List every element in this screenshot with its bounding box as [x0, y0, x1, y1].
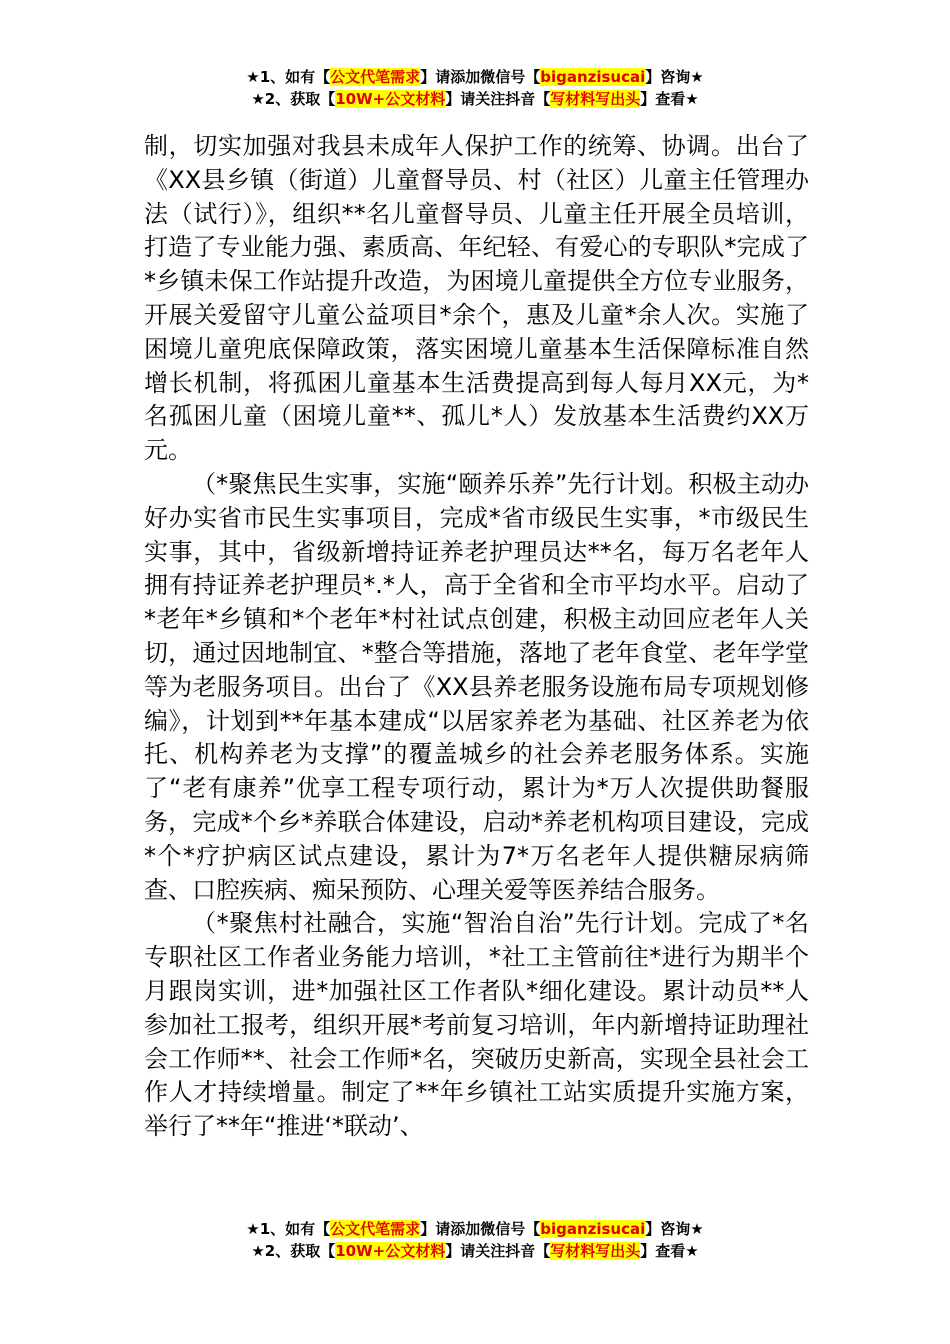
banner-text: ★1、如有【	[246, 1220, 331, 1238]
banner-highlight: 公文代笔需求	[330, 1220, 421, 1238]
banner-text: 】咨询★	[645, 1220, 704, 1238]
banner-text: 】查看★	[640, 1242, 699, 1260]
banner-line-1	[0, 1218, 950, 1240]
banner-line-2	[0, 88, 950, 110]
document-body	[144, 130, 809, 1144]
banner-highlight: 写材料写出头	[550, 90, 641, 108]
banner-highlight: 公文代笔需求	[330, 68, 421, 86]
banner-text: 】请添加微信号【	[420, 68, 541, 86]
banner-text: ★1、如有【	[246, 68, 331, 86]
banner-highlight: 写材料写出头	[550, 1242, 641, 1260]
paragraph: （*聚焦村社融合，实施“智治自治”先行计划。完成了*名专职社区工作者业务能力培训，*社工主管前往*进行为期半个月跟岗实训，进*加强社区工作者队*细化建设。累计动员**人参加社工报考，组织开展*考前复习培训，年内新增持证助理社会工作师**、社会工作师*名，突破历史新高，实现全县社会工作人才持续增量。制定了**年乡镇社工站实质提升实施方案，举行了**年“推进‘*联动’、	[144, 909, 809, 1141]
banner-text: 】查看★	[640, 90, 699, 108]
banner-highlight: biganzisucai	[540, 1220, 646, 1238]
banner-line-1	[0, 66, 950, 88]
banner-text: 】请关注抖音【	[445, 90, 551, 108]
paragraph: （*聚焦民生实事，实施“颐养乐养”先行计划。积极主动办好办实省市民生实事项目，完成*省市级民生实事，*市级民生实事，其中，省级新增持证养老护理员达**名，每万名老年人拥有持证养老护理员*.*人，高于全省和全市平均水平。启动了*老年*乡镇和*个老年*村社试点创建，积极主动回应老年人关切，通过因地制宜、*整合等措施，落地了老年食堂、老年学堂等为老服务项目。出台了《XX县养老服务设施布局专项规划修编》，计划到**年基本建成“以居家养老为基础、社区养老为依托、机构养老为支撑”的覆盖城乡的社会养老服务体系。实施了“老有康养”优享工程专项行动，累计为*万人次提供助餐服务，完成*个乡*养联合体建设，启动*养老机构项目建设，完成*个*疗护病区试点建设，累计为7*万名老年人提供糖尿病筛查、口腔疾病、痴呆预防、心理关爱等医养结合服务。	[144, 469, 809, 904]
banner-text: 】咨询★	[645, 68, 704, 86]
banner-line-2	[0, 1240, 950, 1262]
banner-highlight: biganzisucai	[540, 68, 646, 86]
banner-text: 】请添加微信号【	[420, 1220, 541, 1238]
banner-highlight: 10W+公文材料	[335, 90, 446, 108]
footer-banner	[0, 1218, 950, 1262]
paragraph: 制，切实加强对我县未成年人保护工作的统筹、协调。出台了《XX县乡镇（街道）儿童督导员、村（社区）儿童主任管理办法（试行）》，组织**名儿童督导员、儿童主任开展全员培训，打造了专业能力强、素质高、年纪轻、有爱心的专职队*完成了*乡镇未保工作站提升改造，为困境儿童提供全方位专业服务，开展关爱留守儿童公益项目*余个，惠及儿童*余人次。实施了困境儿童兜底保障政策，落实困境儿童基本生活保障标准自然增长机制，将孤困儿童基本生活费提高到每人每月XX元，为*名孤困儿童（困境儿童**、孤儿*人）发放基本生活费约XX万元。	[144, 132, 809, 465]
banner-highlight: 10W+公文材料	[335, 1242, 446, 1260]
banner-text: ★2、获取【	[251, 1242, 336, 1260]
banner-text: 】请关注抖音【	[445, 1242, 551, 1260]
header-banner	[0, 66, 950, 110]
banner-text: ★2、获取【	[251, 90, 336, 108]
